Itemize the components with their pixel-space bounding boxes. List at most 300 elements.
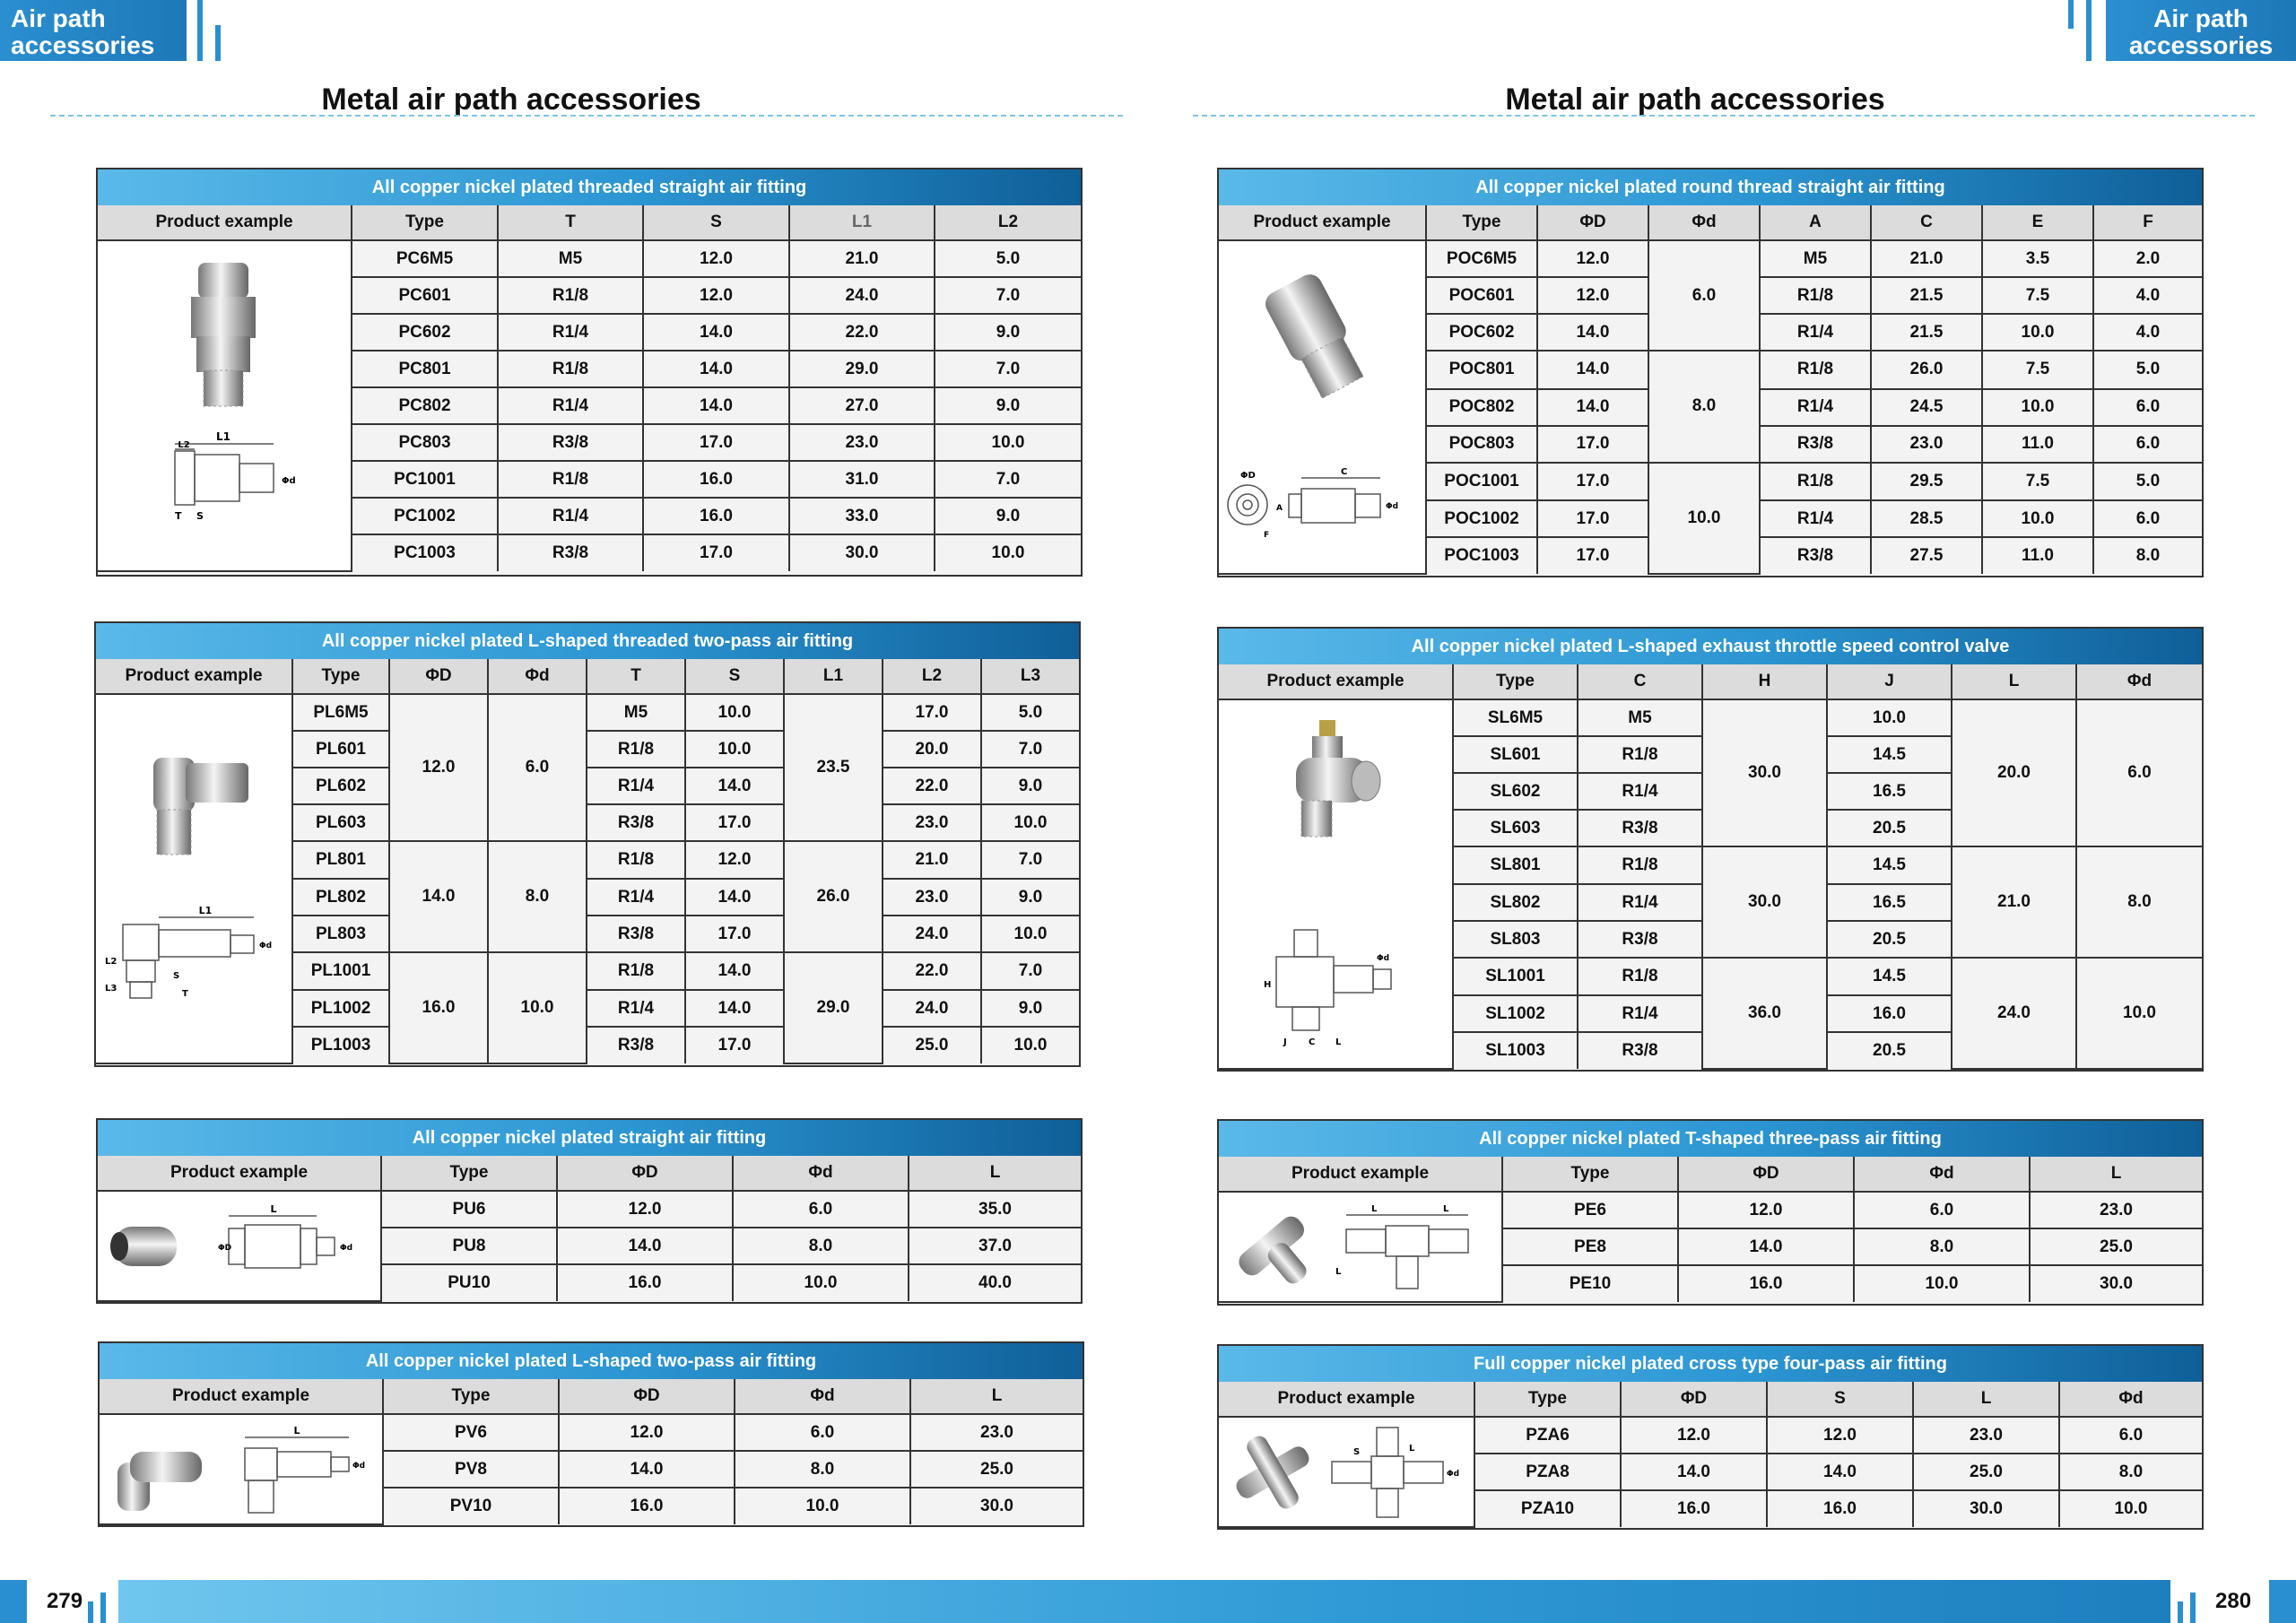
- table-cell: 16.0: [389, 952, 488, 1063]
- col-header: T: [587, 659, 685, 694]
- page-number-right: 280: [2215, 1589, 2252, 1613]
- table-cell: 21.0: [1871, 240, 1982, 277]
- col-header: ΦD: [559, 1379, 735, 1414]
- dim-label: C: [1309, 1037, 1316, 1047]
- table-cell: 30.0: [1913, 1490, 2059, 1527]
- table-cell: 17.0: [1537, 426, 1648, 463]
- table-cell: R3/8: [1578, 1032, 1702, 1069]
- table-cell: 10.0: [735, 1488, 910, 1524]
- table-title: All copper nickel plated L-shaped two-pass air fitting: [100, 1343, 1083, 1379]
- col-header: C: [1578, 664, 1702, 699]
- table-title: All copper nickel plated straight air fitting: [98, 1120, 1081, 1156]
- table-cell: 21.5: [1871, 277, 1982, 314]
- table-cell: PU6: [381, 1191, 557, 1228]
- table-cell: 10.0: [1982, 500, 2093, 537]
- table-cell: M5: [1760, 240, 1871, 277]
- table-cell: 14.5: [1827, 958, 1952, 995]
- table-cell: 14.0: [1537, 351, 1648, 389]
- col-header: L: [2030, 1157, 2202, 1192]
- col-header: L: [909, 1156, 1081, 1191]
- table-cell: 12.0: [643, 240, 789, 277]
- table-cell: SL802: [1453, 884, 1578, 921]
- table-cell: 17.0: [643, 424, 789, 461]
- table-cell: 9.0: [981, 768, 1079, 804]
- table-cell: 11.0: [1982, 537, 2093, 574]
- col-header: L2: [935, 205, 1081, 240]
- union-straight-photo: [98, 1193, 378, 1300]
- col-header: Φd: [488, 659, 587, 694]
- product-example-cell: [96, 694, 292, 1063]
- table-cell: 16.0: [559, 1488, 735, 1524]
- table-cell: 7.5: [1982, 277, 2093, 314]
- table-cell: POC801: [1426, 351, 1537, 389]
- table-cell: 12.0: [1621, 1417, 1767, 1454]
- table-cell: 16.5: [1827, 884, 1952, 921]
- table-cell: SL1001: [1453, 958, 1578, 995]
- col-header: S: [685, 659, 784, 694]
- table-cell: POC1001: [1426, 463, 1537, 501]
- col-header: L: [1952, 664, 2076, 699]
- table-cell: R3/8: [587, 916, 685, 952]
- table-cell: PC1002: [352, 498, 498, 534]
- dim-label: L: [293, 1424, 300, 1436]
- table-cell: 7.5: [1982, 463, 2093, 501]
- table-cell: 25.0: [910, 1451, 1083, 1488]
- table-cell: 24.0: [789, 277, 935, 314]
- col-header: Φd: [735, 1379, 910, 1414]
- table-cell: 10.0: [2059, 1490, 2202, 1527]
- table-cell: 21.5: [1871, 314, 1982, 351]
- tee-fitting-photo: [1219, 1193, 1499, 1301]
- table-title: Full copper nickel plated cross type four-pass air fitting: [1219, 1346, 2202, 1382]
- spec-table: [1219, 1382, 2202, 1528]
- table-cell: 8.0: [735, 1451, 910, 1488]
- col-header: Product example: [1219, 1157, 1502, 1192]
- col-header: Product example: [98, 1156, 381, 1191]
- col-header: Product example: [1219, 1382, 1474, 1417]
- table-cell: 14.0: [685, 952, 784, 990]
- table-cell: 33.0: [789, 498, 935, 534]
- table-cell: 17.0: [1537, 463, 1648, 501]
- col-header: Type: [1453, 664, 1578, 699]
- table-cell: R1/4: [587, 768, 685, 804]
- col-header: ΦD: [557, 1156, 733, 1191]
- col-header: Product example: [96, 659, 292, 694]
- table-cell: 24.5: [1871, 389, 1982, 426]
- table-cell: 9.0: [981, 879, 1079, 916]
- table-cell: 23.0: [1871, 426, 1982, 463]
- table-cell: R3/8: [587, 1027, 685, 1063]
- dim-label: T: [175, 509, 182, 522]
- table-cell: 12.0: [1767, 1417, 1913, 1454]
- table-cell: SL603: [1453, 810, 1578, 846]
- table-cell: 14.0: [643, 314, 789, 351]
- col-header: S: [1767, 1382, 1913, 1417]
- table-cell: 10.0: [685, 694, 784, 731]
- table-cell: SL601: [1453, 736, 1578, 773]
- product-example-cell: [100, 1414, 383, 1524]
- elbow-fitting-photo: [96, 695, 289, 1063]
- corner-tab-right: [2106, 0, 2296, 61]
- product-example-cell: [1219, 240, 1426, 574]
- dim-label: ΦD: [1240, 471, 1256, 481]
- dim-label: L: [1335, 1037, 1342, 1047]
- table-cell: 2.0: [2093, 240, 2202, 277]
- table-cell: 24.0: [883, 916, 981, 952]
- table-cell: 20.5: [1827, 810, 1952, 846]
- corner-tab-left-line2: accessories: [11, 31, 155, 59]
- table-cell: 10.0: [981, 916, 1079, 952]
- table-cell: 6.0: [488, 694, 587, 841]
- page-title-right: Metal air path accessories: [1505, 82, 1885, 117]
- table-cell: 22.0: [883, 952, 981, 990]
- col-header: Φd: [2076, 664, 2202, 699]
- table-title: All copper nickel plated L-shaped threaded two-pass air fitting: [96, 623, 1079, 659]
- table-cell: 10.0: [1982, 389, 2093, 426]
- table-cell: R3/8: [498, 534, 643, 571]
- col-header: ΦD: [389, 659, 488, 694]
- table-cell: 7.0: [981, 952, 1079, 990]
- dim-label: ΦD: [218, 1243, 232, 1253]
- table-cell: R1/4: [1760, 314, 1871, 351]
- table-cell: 20.5: [1827, 1032, 1952, 1069]
- col-header: Type: [1474, 1382, 1621, 1417]
- table-cell: 6.0: [1648, 240, 1760, 351]
- heading-divider-right: [1193, 115, 2255, 117]
- dim-label: H: [1264, 980, 1272, 990]
- col-header: L: [910, 1379, 1083, 1414]
- table-cell: 22.0: [883, 768, 981, 804]
- table-cell: 24.0: [883, 990, 981, 1027]
- col-header: C: [1871, 205, 1982, 240]
- table-cell: PL1001: [292, 952, 389, 990]
- table-cell: 35.0: [909, 1191, 1081, 1228]
- table-cell: 16.0: [1678, 1265, 1854, 1302]
- table-cell: 12.0: [1678, 1192, 1854, 1228]
- table-title: All copper nickel plated round thread straight air fitting: [1219, 169, 2202, 205]
- col-header: Φd: [733, 1156, 909, 1191]
- table-title: All copper nickel plated T-shaped three-pass air fitting: [1219, 1121, 2202, 1157]
- table-cell: SL1003: [1453, 1032, 1578, 1069]
- table-cell: M5: [1578, 699, 1702, 736]
- speed-control-valve-photo: [1219, 700, 1450, 1068]
- heading-divider-left: [50, 115, 1123, 117]
- table-cell: 12.0: [1537, 240, 1648, 277]
- table-cell: 7.5: [1982, 351, 2093, 389]
- table-cell: 28.5: [1871, 500, 1982, 537]
- col-header: Φd: [2059, 1382, 2202, 1417]
- table-cell: POC602: [1426, 314, 1537, 351]
- table-cell: 8.0: [2059, 1454, 2202, 1490]
- table-cell: 25.0: [2030, 1228, 2202, 1265]
- dim-label: Φd: [259, 942, 273, 950]
- table-cell: 16.5: [1827, 773, 1952, 810]
- table-cell: 6.0: [733, 1191, 909, 1228]
- table-cell: 16.0: [643, 461, 789, 498]
- table-cell: 30.0: [2030, 1265, 2202, 1302]
- table-cell: 29.5: [1871, 463, 1982, 501]
- table-cell: PU8: [381, 1228, 557, 1264]
- table-cell: 20.5: [1827, 921, 1952, 958]
- col-header: Type: [1502, 1157, 1678, 1192]
- spec-table: [1219, 205, 2202, 575]
- table-cell: R3/8: [1760, 537, 1871, 574]
- product-example-cell: [98, 240, 352, 571]
- table-cell: 14.0: [1621, 1454, 1767, 1490]
- table-cell: 30.0: [789, 534, 935, 571]
- dim-label: L: [1443, 1203, 1449, 1214]
- dim-label: L2: [105, 957, 117, 967]
- table-cell: R1/8: [1578, 846, 1702, 884]
- col-header: E: [1982, 205, 2093, 240]
- table-cell: 14.0: [685, 990, 784, 1027]
- table-cell: 6.0: [2093, 426, 2202, 463]
- table-cell: PZA10: [1474, 1490, 1621, 1527]
- table-l-threaded-two-pass: [94, 621, 1081, 1067]
- table-cell: 17.0: [1537, 500, 1648, 537]
- table-cell: 6.0: [2093, 389, 2202, 426]
- table-cell: 17.0: [685, 916, 784, 952]
- table-cell: PC801: [352, 351, 498, 387]
- table-cell: R1/4: [1760, 500, 1871, 537]
- table-cell: PL602: [292, 768, 389, 804]
- col-header: Product example: [98, 205, 352, 240]
- table-cell: R1/8: [1760, 351, 1871, 389]
- spec-table: [96, 659, 1079, 1064]
- table-cell: PE10: [1502, 1265, 1678, 1302]
- table-cell: 10.0: [981, 1027, 1079, 1063]
- table-cell: PL601: [292, 731, 389, 768]
- table-cell: 9.0: [981, 990, 1079, 1027]
- table-cell: 29.0: [784, 952, 883, 1063]
- table-cell: 17.0: [685, 804, 784, 841]
- table-cell: 16.0: [557, 1264, 733, 1301]
- col-header: T: [498, 205, 643, 240]
- table-cell: 12.0: [559, 1414, 735, 1451]
- table-cell: 26.0: [784, 841, 883, 952]
- table-cell: SL801: [1453, 846, 1578, 884]
- table-cell: PZA8: [1474, 1454, 1621, 1490]
- col-header: S: [643, 205, 789, 240]
- table-cell: POC601: [1426, 277, 1537, 314]
- table-cell: 16.0: [1621, 1490, 1767, 1527]
- table-cell: 21.0: [789, 240, 935, 277]
- table-title: All copper nickel plated L-shaped exhaust throttle speed control valve: [1219, 629, 2202, 664]
- table-cell: 14.0: [1678, 1228, 1854, 1265]
- table-cell: 24.0: [1952, 958, 2076, 1069]
- table-cell: PC1001: [352, 461, 498, 498]
- col-header: Product example: [1219, 664, 1453, 699]
- table-cell: PL1003: [292, 1027, 389, 1063]
- table-cell: 23.5: [784, 694, 883, 841]
- product-example-cell: [98, 1191, 381, 1301]
- corner-stripe: [215, 25, 221, 61]
- col-header: J: [1827, 664, 1952, 699]
- table-cell: 14.0: [1537, 389, 1648, 426]
- table-cell: 23.0: [789, 424, 935, 461]
- table-cell: 10.0: [685, 731, 784, 768]
- table-cell: R1/4: [1578, 884, 1702, 921]
- table-cell: 5.0: [2093, 463, 2202, 501]
- table-cell: 12.0: [557, 1191, 733, 1228]
- table-cell: R1/8: [498, 277, 643, 314]
- dim-label: J: [1283, 1037, 1287, 1047]
- table-cell: 10.0: [1982, 314, 2093, 351]
- dim-label: L2: [178, 439, 190, 450]
- dim-label: F: [1264, 531, 1270, 540]
- col-header: F: [2093, 205, 2202, 240]
- table-cell: 10.0: [733, 1264, 909, 1301]
- table-cell: PL801: [292, 841, 389, 879]
- dim-label: L: [270, 1202, 277, 1215]
- dim-label: Φd: [1377, 954, 1390, 963]
- spec-table: [1219, 1157, 2202, 1303]
- page-title-left: Metal air path accessories: [321, 82, 701, 117]
- table-cell: 7.0: [935, 351, 1081, 387]
- spec-table: [100, 1379, 1083, 1525]
- col-header: Φd: [1648, 205, 1760, 240]
- table-cell: R1/8: [1578, 736, 1702, 773]
- table-cell: PU10: [381, 1264, 557, 1301]
- footer-stripe: [2269, 1580, 2296, 1623]
- table-cell: 10.0: [935, 424, 1081, 461]
- table-cell: 27.5: [1871, 537, 1982, 574]
- table-cell: POC802: [1426, 389, 1537, 426]
- table-cell: SL602: [1453, 773, 1578, 810]
- table-cell: 11.0: [1982, 426, 2093, 463]
- dim-label: L: [1409, 1443, 1415, 1454]
- table-cell: 7.0: [935, 461, 1081, 498]
- table-cell: 10.0: [1854, 1265, 2030, 1302]
- table-cell: PZA6: [1474, 1417, 1621, 1454]
- table-cell: PC601: [352, 277, 498, 314]
- dim-label: L1: [216, 430, 230, 443]
- table-cell: POC6M5: [1426, 240, 1537, 277]
- footer-stripe: [0, 1580, 27, 1623]
- table-cell: 17.0: [1537, 537, 1648, 574]
- table-cell: 37.0: [909, 1228, 1081, 1264]
- table-cell: 30.0: [1702, 846, 1827, 958]
- footer-stripe: [2190, 1593, 2196, 1623]
- table-cell: 17.0: [643, 534, 789, 571]
- table-cell: 21.0: [1952, 846, 2076, 958]
- cross-fitting-photo: [1219, 1419, 1472, 1526]
- dim-label: L1: [198, 905, 213, 916]
- table-cell: 8.0: [2093, 537, 2202, 574]
- footer-stripe: [2178, 1601, 2183, 1623]
- col-header: Type: [381, 1156, 557, 1191]
- table-cell: 14.0: [643, 351, 789, 387]
- table-cell: 14.0: [685, 879, 784, 916]
- table-cell: 12.0: [1537, 277, 1648, 314]
- table-cell: R1/8: [1760, 463, 1871, 501]
- table-cell: 31.0: [789, 461, 935, 498]
- table-cell: R1/4: [1578, 995, 1702, 1032]
- table-cell: 17.0: [883, 694, 981, 731]
- footer-bar: [118, 1580, 2170, 1623]
- col-header: ΦD: [1621, 1382, 1767, 1417]
- table-cell: 7.0: [935, 277, 1081, 314]
- table-cell: R1/8: [498, 351, 643, 387]
- dim-label: T: [182, 989, 188, 999]
- table-cell: 8.0: [733, 1228, 909, 1264]
- spec-table: [98, 1156, 1081, 1302]
- table-cell: R3/8: [1578, 810, 1702, 846]
- table-cell: R1/8: [498, 461, 643, 498]
- table-cell: R3/8: [587, 804, 685, 841]
- table-cell: 29.0: [789, 351, 935, 387]
- product-example-cell: [1219, 1417, 1474, 1527]
- table-cell: 23.0: [2030, 1192, 2202, 1228]
- col-header: L1: [789, 205, 935, 240]
- col-header: ΦD: [1678, 1157, 1854, 1192]
- table-cell: R3/8: [1578, 921, 1702, 958]
- table-cell: 14.0: [1537, 314, 1648, 351]
- table-cell: 6.0: [1854, 1192, 2030, 1228]
- table-cell: 6.0: [2076, 699, 2202, 846]
- table-cell: 8.0: [2076, 846, 2202, 958]
- table-cell: 5.0: [2093, 351, 2202, 389]
- table-cell: 21.0: [883, 841, 981, 879]
- table-cell: R1/4: [498, 314, 643, 351]
- table-cell: PE6: [1502, 1192, 1678, 1228]
- table-cell: R3/8: [1760, 426, 1871, 463]
- table-cell: 16.0: [1767, 1490, 1913, 1527]
- col-header: H: [1702, 664, 1827, 699]
- table-cell: 22.0: [789, 314, 935, 351]
- table-cross-four-pass: [1217, 1344, 2204, 1530]
- col-header: L: [1913, 1382, 2059, 1417]
- table-cell: 10.0: [935, 534, 1081, 571]
- table-cell: PL802: [292, 879, 389, 916]
- table-cell: PV8: [383, 1451, 559, 1488]
- table-cell: 14.5: [1827, 736, 1952, 773]
- corner-tab-left-line1: Air path: [11, 4, 106, 32]
- dim-label: Φd: [352, 1461, 366, 1471]
- table-cell: R1/4: [1578, 773, 1702, 810]
- col-header: ΦD: [1537, 205, 1648, 240]
- union-elbow-photo: [100, 1416, 379, 1523]
- table-cell: 14.0: [1767, 1454, 1913, 1490]
- corner-tab-left: [0, 0, 187, 61]
- dim-label: Φd: [1447, 1469, 1460, 1479]
- col-header: Product example: [100, 1379, 383, 1414]
- table-cell: R1/4: [498, 387, 643, 424]
- table-cell: PV6: [383, 1414, 559, 1451]
- table-cell: R1/4: [587, 990, 685, 1027]
- table-cell: 30.0: [910, 1488, 1083, 1524]
- table-cell: 14.0: [559, 1451, 735, 1488]
- table-cell: 10.0: [2076, 958, 2202, 1069]
- table-cell: 25.0: [883, 1027, 981, 1063]
- table-cell: 16.0: [1827, 995, 1952, 1032]
- round-thread-fitting-photo: [1219, 241, 1423, 573]
- table-cell: 36.0: [1702, 958, 1827, 1069]
- table-cell: 9.0: [935, 498, 1081, 534]
- table-cell: 12.0: [389, 694, 488, 841]
- table-cell: 12.0: [685, 841, 784, 879]
- table-cell: PC803: [352, 424, 498, 461]
- table-cell: 12.0: [643, 277, 789, 314]
- table-cell: 8.0: [488, 841, 587, 952]
- table-cell: PV10: [383, 1488, 559, 1524]
- table-round-thread-straight: [1217, 168, 2204, 577]
- table-cell: POC1003: [1426, 537, 1537, 574]
- table-cell: R1/8: [587, 731, 685, 768]
- col-header: L2: [883, 659, 981, 694]
- product-example-cell: [1219, 1192, 1502, 1302]
- dim-label: S: [173, 971, 180, 981]
